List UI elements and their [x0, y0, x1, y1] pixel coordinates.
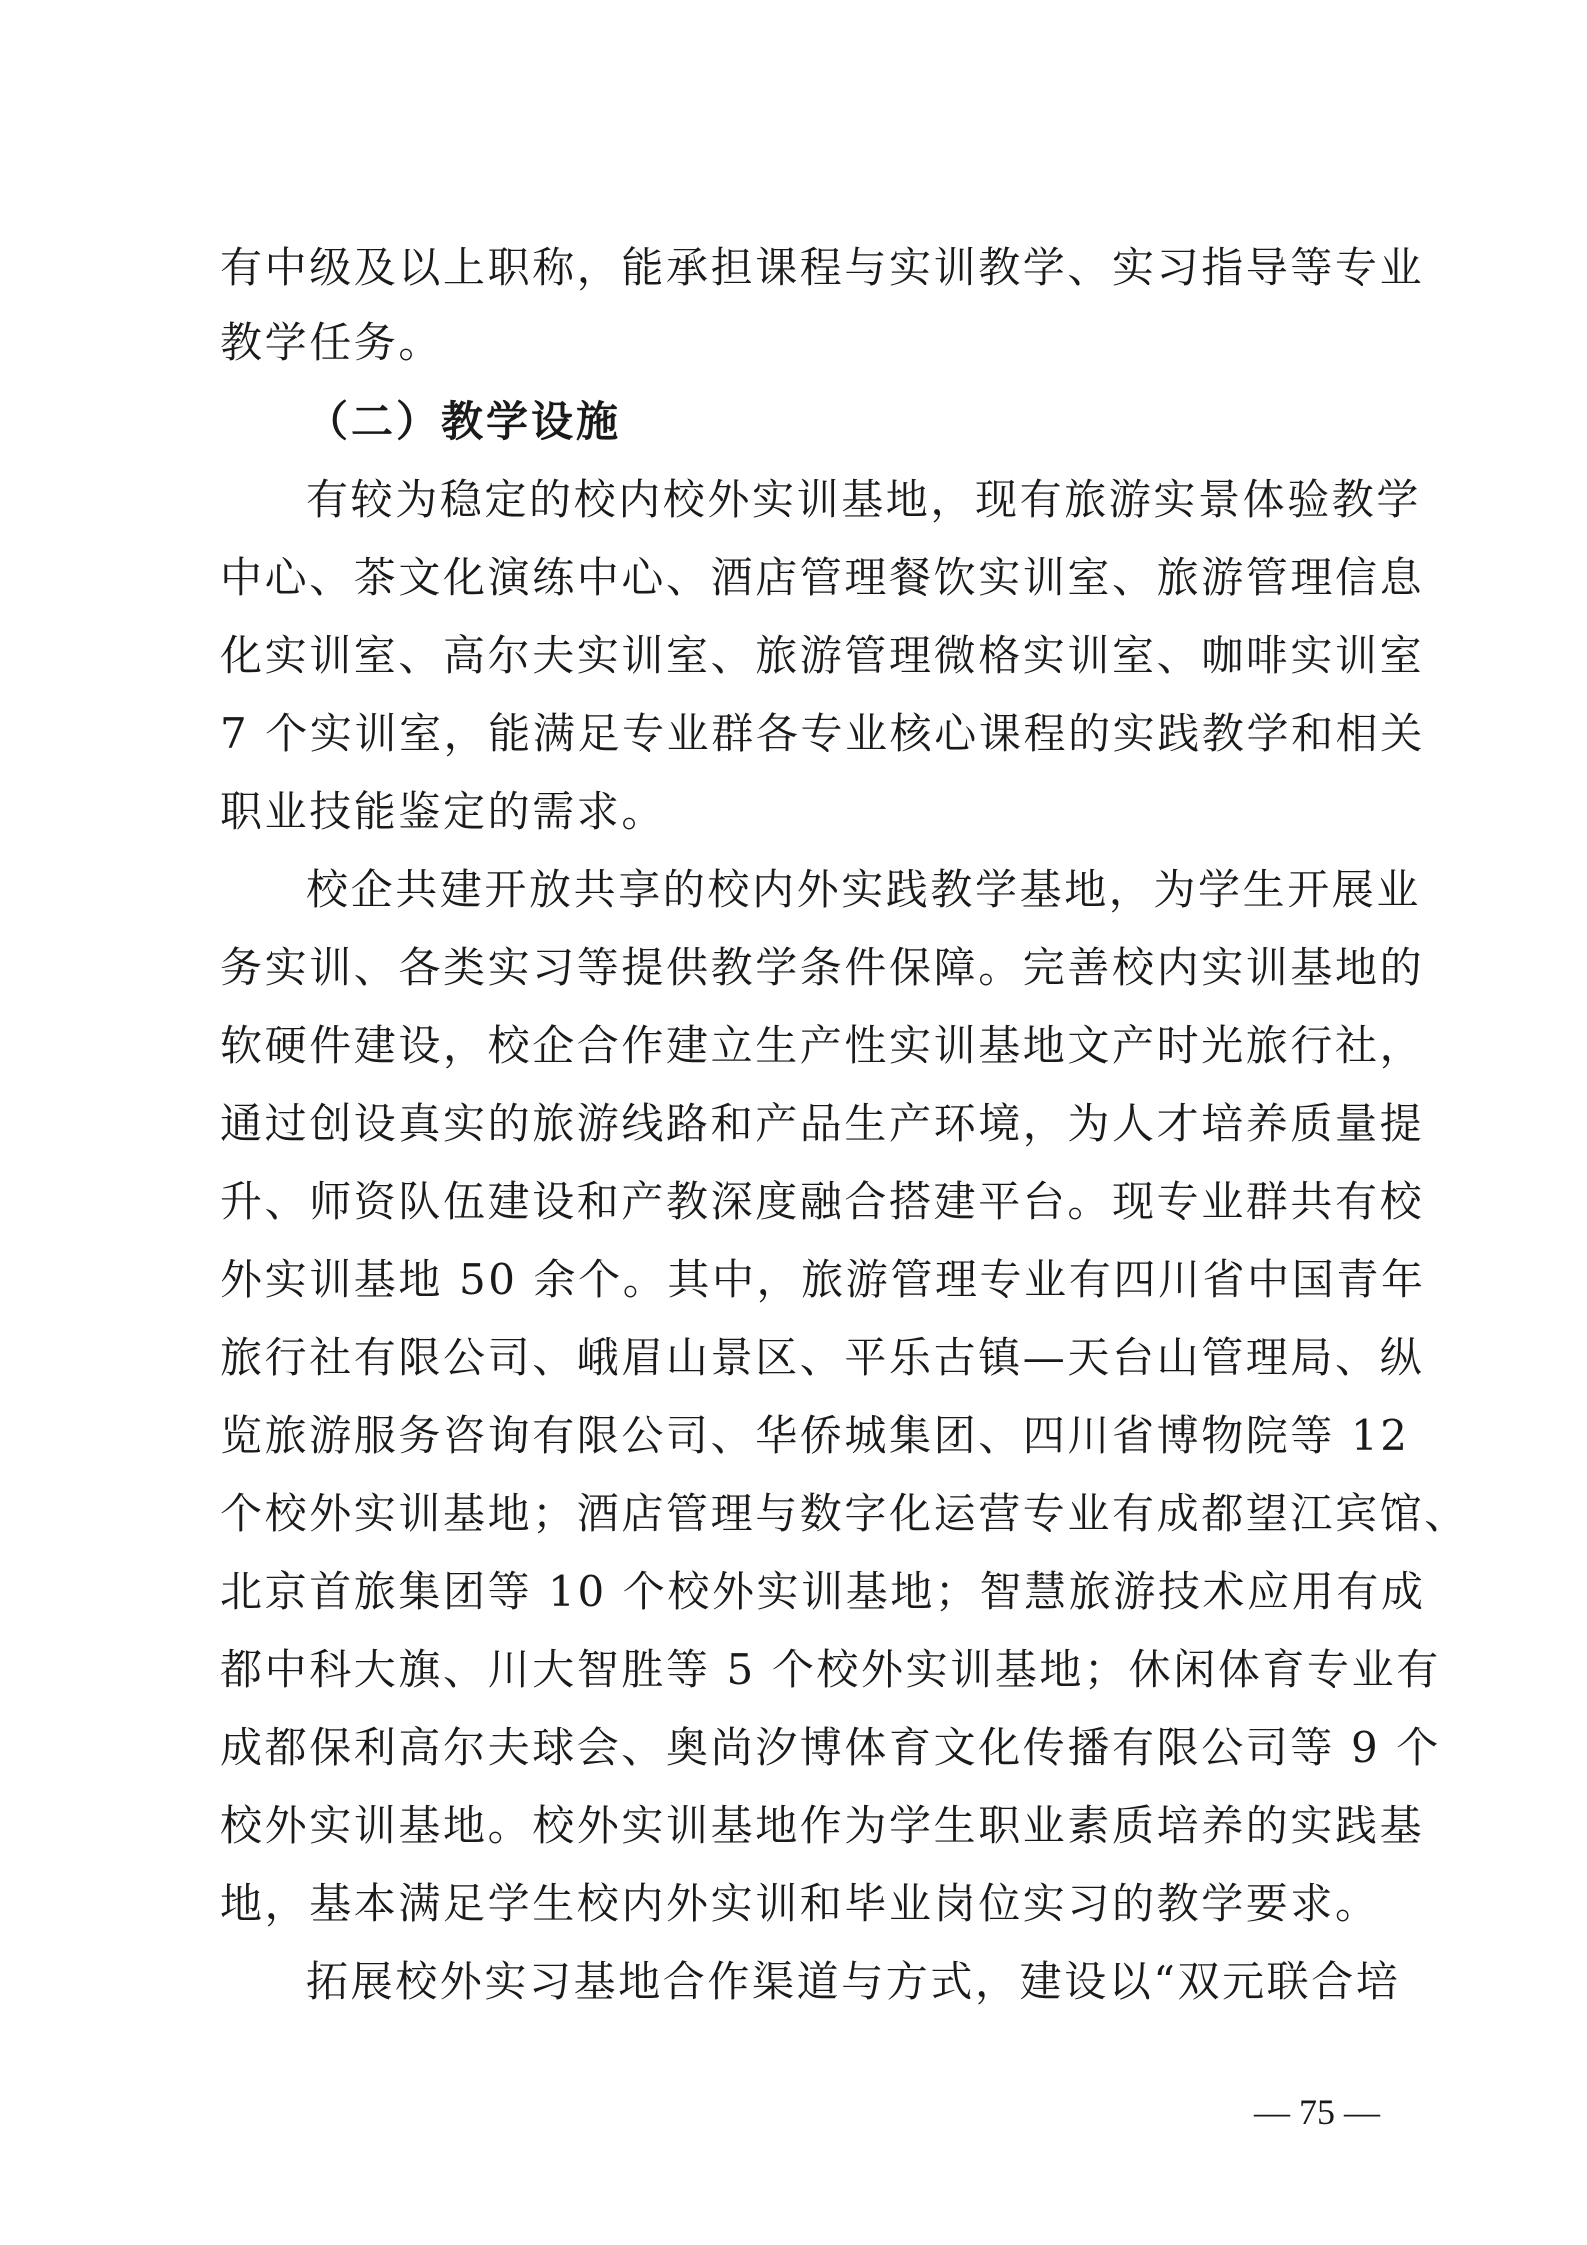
- paragraph-line: 通过创设真实的旅游线路和产品生产环境，为人才培养质量提: [220, 1099, 1425, 1148]
- paragraph-line: 成都保利高尔夫球会、奥尚汐博体育文化传播有限公司等 9 个: [220, 1723, 1441, 1772]
- paragraph-line: 校企共建开放共享的校内外实践教学基地，为学生开展业: [306, 865, 1422, 914]
- paragraph-line: 教学任务。: [220, 318, 444, 367]
- paragraph-line: 升、师资队伍建设和产教深度融合搭建平台。现专业群共有校: [220, 1177, 1425, 1226]
- paragraph-line: 外实训基地 50 余个。其中，旅游管理专业有四川省中国青年: [220, 1255, 1426, 1304]
- paragraph-line: 有中级及以上职称，能承担课程与实训教学、实习指导等专业: [220, 243, 1425, 292]
- paragraph-line: 都中科大旗、川大智胜等 5 个校外实训基地；休闲体育专业有: [220, 1645, 1441, 1694]
- paragraph-line: 地，基本满足学生校内外实训和毕业岗位实习的教学要求。: [220, 1879, 1380, 1928]
- paragraph-line: 拓展校外实习基地合作渠道与方式，建设以“双元联合培: [306, 1957, 1401, 2006]
- paragraph-line: 个校外实训基地；酒店管理与数字化运营专业有成都望江宾馆、: [220, 1489, 1469, 1538]
- paragraph-line: 软硬件建设，校企合作建立生产性实训基地文产时光旅行社，: [220, 1021, 1425, 1070]
- paragraph-line: 务实训、各类实习等提供教学条件保障。完善校内实训基地的: [220, 943, 1425, 992]
- paragraph-line: 旅行社有限公司、峨眉山景区、平乐古镇—天台山管理局、纵: [220, 1333, 1425, 1382]
- paragraph-line: 7 个实训室，能满足专业群各专业核心课程的实践教学和相关: [220, 709, 1425, 758]
- paragraph-line: 中心、茶文化演练中心、酒店管理餐饮实训室、旅游管理信息: [220, 553, 1425, 602]
- paragraph-line: 职业技能鉴定的需求。: [220, 787, 667, 836]
- paragraph-line: 北京首旅集团等 10 个校外实训基地；智慧旅游技术应用有成: [220, 1567, 1426, 1616]
- paragraph-line: 化实训室、高尔夫实训室、旅游管理微格实训室、咖啡实训室: [220, 631, 1425, 680]
- paragraph-line: 有较为稳定的校内校外实训基地，现有旅游实景体验教学: [306, 475, 1422, 524]
- section-heading: （二）教学设施: [306, 397, 622, 446]
- paragraph-line: 校外实训基地。校外实训基地作为学生职业素质培养的实践基: [220, 1801, 1425, 1850]
- paragraph-line: 览旅游服务咨询有限公司、华侨城集团、四川省博物院等 12: [220, 1411, 1410, 1460]
- page-number: — 75 —: [1254, 2092, 1380, 2132]
